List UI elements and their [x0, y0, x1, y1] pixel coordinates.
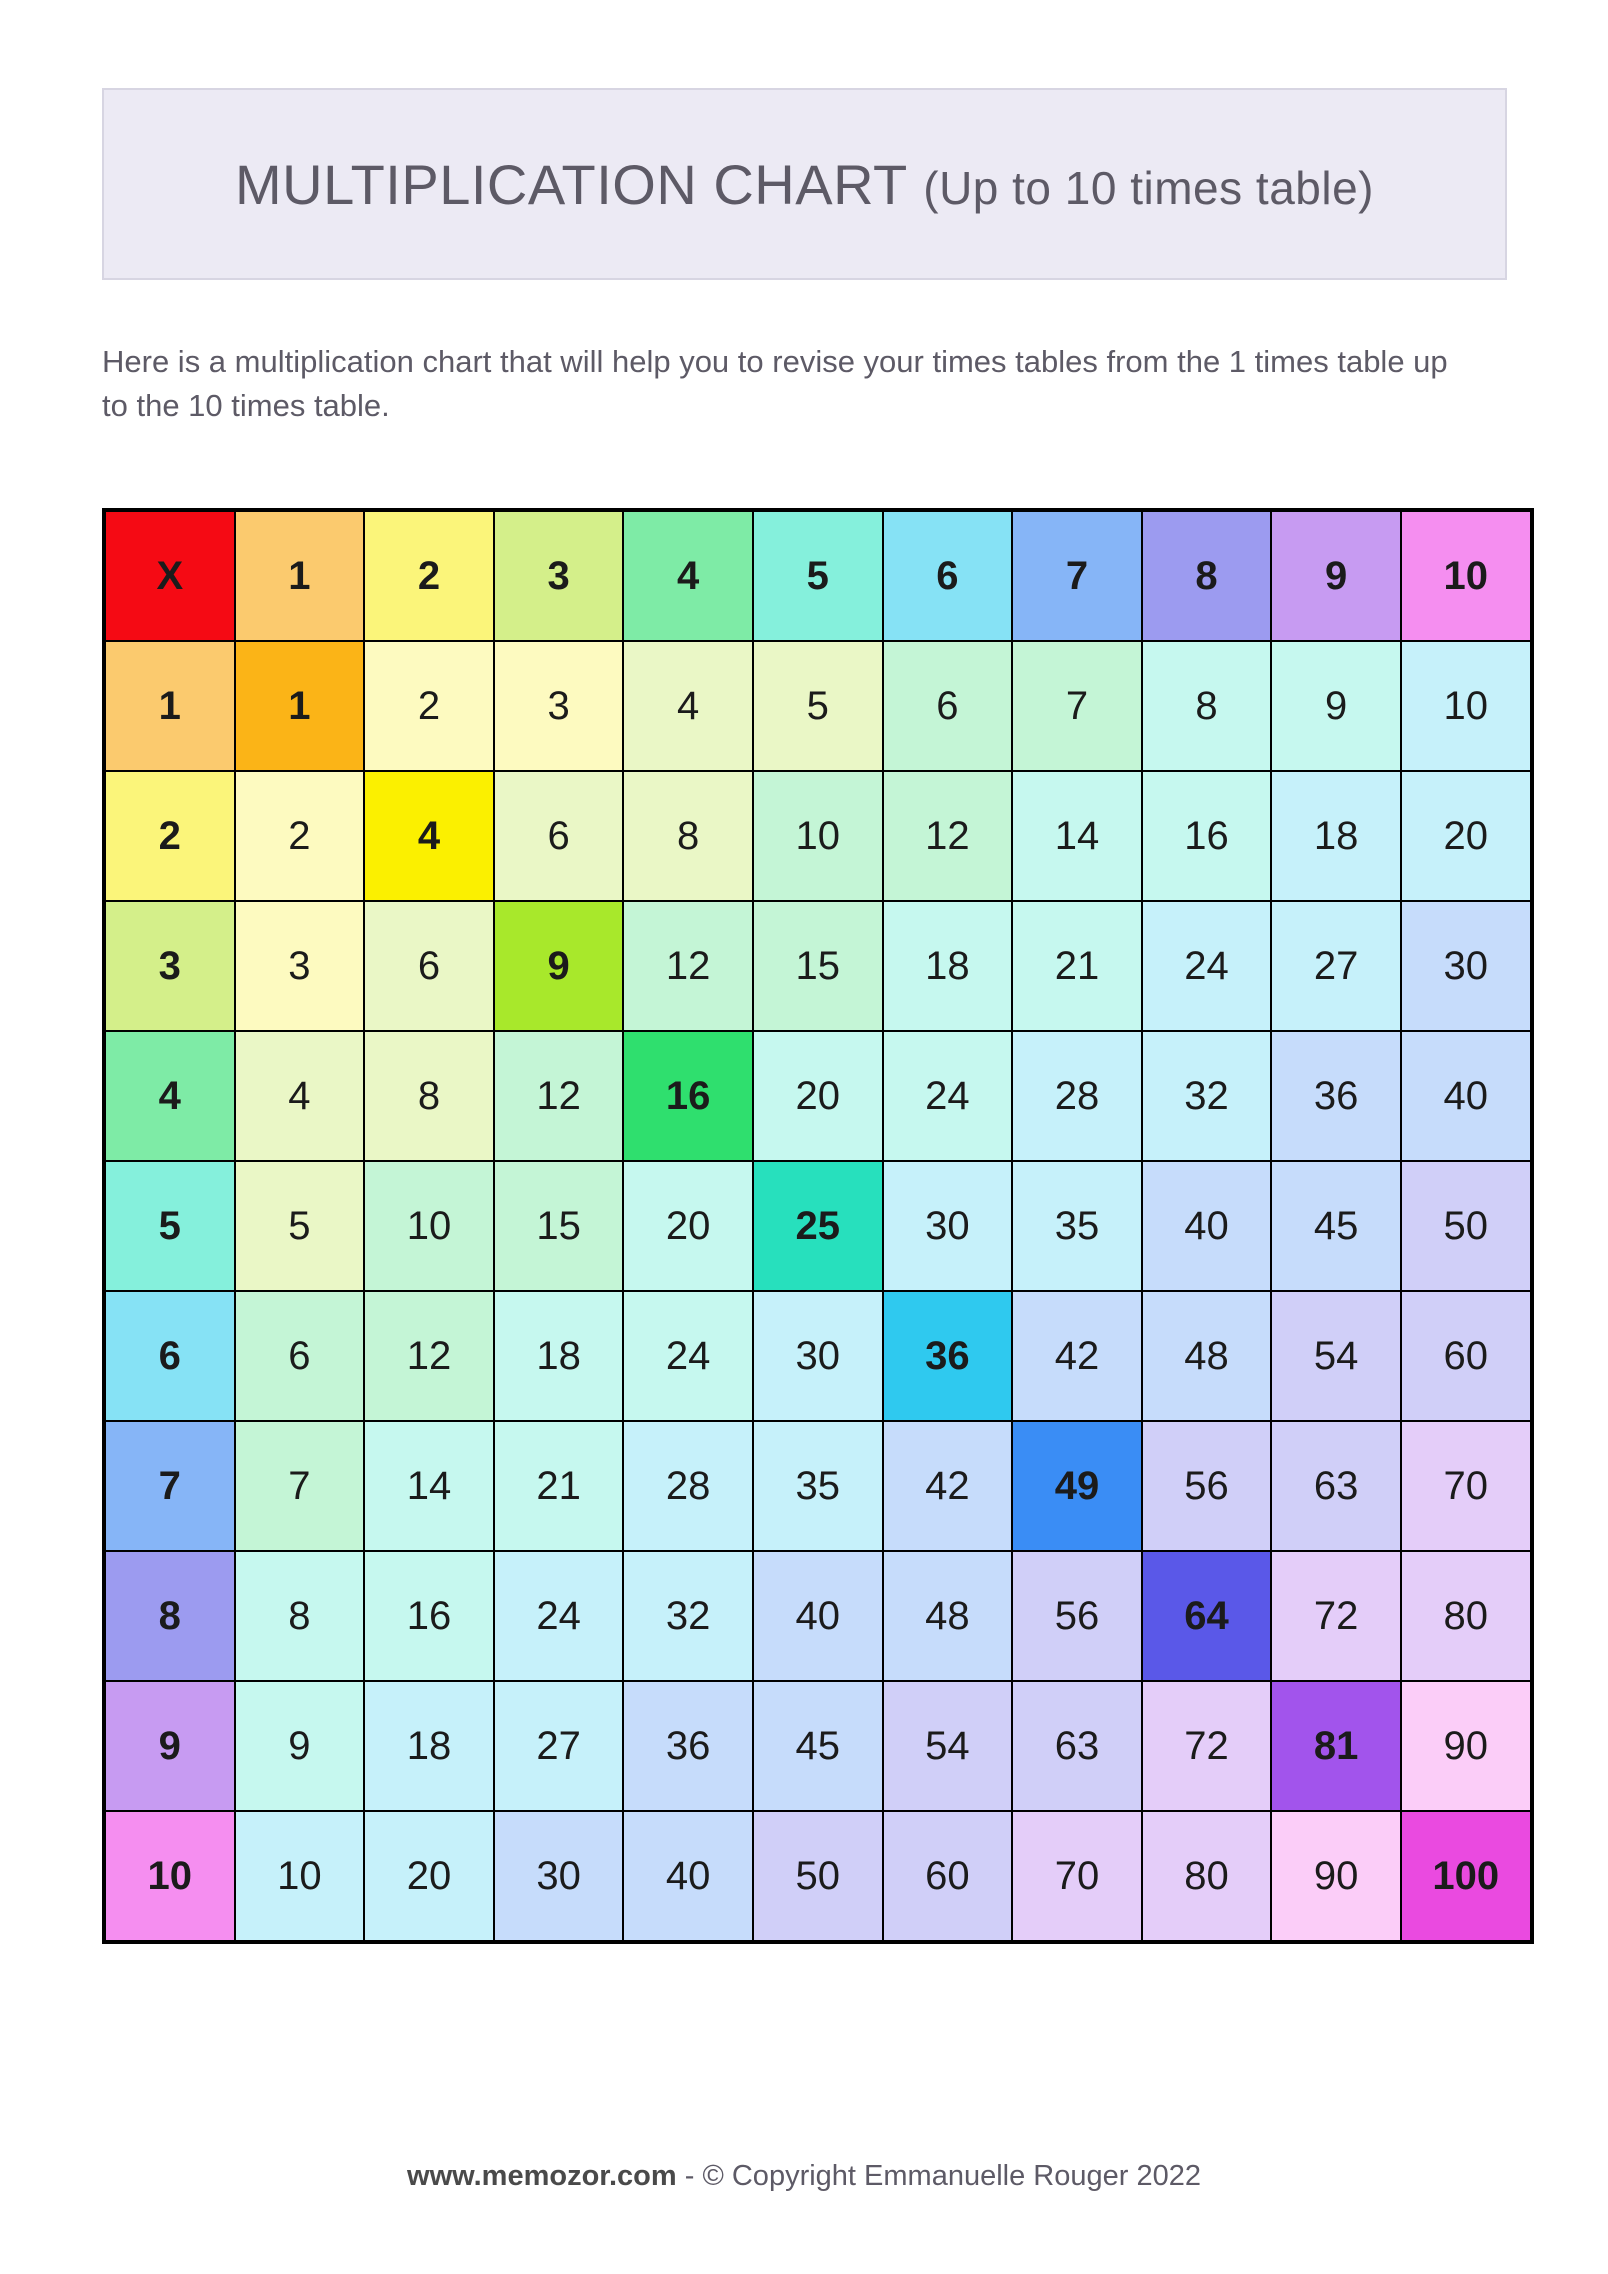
table-cell: 90 [1271, 1811, 1401, 1942]
table-cell: 48 [1142, 1291, 1272, 1421]
table-row [104, 1551, 1532, 1681]
table-cell: 8 [1142, 641, 1272, 771]
table-cell: 12 [883, 771, 1013, 901]
table-cell: 45 [753, 1681, 883, 1811]
table-cell: 50 [1401, 1161, 1532, 1291]
row-header-cell: 4 [104, 1031, 235, 1161]
table-corner-cell: X [104, 510, 235, 641]
table-row [104, 1031, 1532, 1161]
table-cell: 30 [883, 1161, 1013, 1291]
table-row [104, 641, 1532, 771]
table-cell-square: 100 [1401, 1811, 1532, 1942]
row-header-cell: 10 [104, 1811, 235, 1942]
table-cell: 45 [1271, 1161, 1401, 1291]
row-header-cell: 9 [104, 1681, 235, 1811]
footer-site[interactable]: www.memozor.com [407, 2160, 677, 2192]
row-header-cell: 2 [104, 771, 235, 901]
table-cell-square: 1 [235, 641, 365, 771]
table-cell: 24 [883, 1031, 1013, 1161]
table-row [104, 1811, 1532, 1942]
table-cell: 40 [1142, 1161, 1272, 1291]
table-cell: 8 [364, 1031, 494, 1161]
column-header-cell: 9 [1271, 510, 1401, 641]
table-cell: 50 [753, 1811, 883, 1942]
row-header-cell: 7 [104, 1421, 235, 1551]
table-cell: 32 [623, 1551, 753, 1681]
table-cell: 63 [1271, 1421, 1401, 1551]
table-row [104, 771, 1532, 901]
table-cell: 4 [235, 1031, 365, 1161]
table-cell-square: 4 [364, 771, 494, 901]
table-cell: 24 [494, 1551, 624, 1681]
table-cell: 12 [364, 1291, 494, 1421]
table-cell: 60 [1401, 1291, 1532, 1421]
table-cell: 30 [753, 1291, 883, 1421]
table-cell: 90 [1401, 1681, 1532, 1811]
row-header-cell: 8 [104, 1551, 235, 1681]
table-cell: 7 [1012, 641, 1142, 771]
table-cell: 30 [494, 1811, 624, 1942]
table-cell: 14 [364, 1421, 494, 1551]
row-header-cell: 5 [104, 1161, 235, 1291]
column-header-cell: 5 [753, 510, 883, 641]
title-subtitle: (Up to 10 times table) [923, 161, 1374, 214]
table-row [104, 1421, 1532, 1551]
table-cell: 60 [883, 1811, 1013, 1942]
table-cell: 36 [623, 1681, 753, 1811]
table-cell: 10 [364, 1161, 494, 1291]
table-cell: 24 [623, 1291, 753, 1421]
table-cell-square: 36 [883, 1291, 1013, 1421]
table-cell: 28 [623, 1421, 753, 1551]
table-cell: 10 [1401, 641, 1532, 771]
table-cell: 56 [1142, 1421, 1272, 1551]
multiplication-table [102, 508, 1534, 1944]
table-row [104, 1291, 1532, 1421]
table-cell: 72 [1142, 1681, 1272, 1811]
table-cell: 18 [883, 901, 1013, 1031]
table-cell: 56 [1012, 1551, 1142, 1681]
table-cell: 6 [494, 771, 624, 901]
table-cell: 2 [235, 771, 365, 901]
table-cell: 54 [883, 1681, 1013, 1811]
table-cell: 40 [753, 1551, 883, 1681]
table-cell: 8 [623, 771, 753, 901]
table-cell: 14 [1012, 771, 1142, 901]
table-cell: 20 [753, 1031, 883, 1161]
table-row [104, 1681, 1532, 1811]
table-cell: 35 [753, 1421, 883, 1551]
table-cell: 9 [235, 1681, 365, 1811]
table-cell-square: 49 [1012, 1421, 1142, 1551]
table-cell: 8 [235, 1551, 365, 1681]
column-header-cell: 7 [1012, 510, 1142, 641]
table-cell: 72 [1271, 1551, 1401, 1681]
table-cell: 24 [1142, 901, 1272, 1031]
table-cell: 3 [494, 641, 624, 771]
table-cell: 9 [1271, 641, 1401, 771]
row-header-cell: 6 [104, 1291, 235, 1421]
table-cell: 40 [623, 1811, 753, 1942]
table-cell: 16 [364, 1551, 494, 1681]
table-cell: 36 [1271, 1031, 1401, 1161]
title-banner [102, 88, 1507, 280]
table-cell: 6 [364, 901, 494, 1031]
table-header-row [104, 510, 1532, 641]
table-cell: 15 [494, 1161, 624, 1291]
table-cell: 7 [235, 1421, 365, 1551]
table-cell: 10 [753, 771, 883, 901]
table-cell: 35 [1012, 1161, 1142, 1291]
table-cell: 63 [1012, 1681, 1142, 1811]
table-cell: 6 [235, 1291, 365, 1421]
table-cell-square: 9 [494, 901, 624, 1031]
row-header-cell: 3 [104, 901, 235, 1031]
table-cell: 20 [364, 1811, 494, 1942]
table-cell-square: 81 [1271, 1681, 1401, 1811]
table-cell: 18 [494, 1291, 624, 1421]
table-cell: 18 [1271, 771, 1401, 901]
table-cell: 32 [1142, 1031, 1272, 1161]
table-row [104, 901, 1532, 1031]
title-main: MULTIPLICATION CHART [235, 152, 908, 216]
table-cell: 42 [1012, 1291, 1142, 1421]
column-header-cell: 4 [623, 510, 753, 641]
table-cell: 40 [1401, 1031, 1532, 1161]
table-row [104, 1161, 1532, 1291]
column-header-cell: 10 [1401, 510, 1532, 641]
footer [0, 2160, 1608, 2193]
intro-paragraph: Here is a multiplication chart that will help you to revise your times tables from the 1 times table up to the 10 times table. [102, 344, 1448, 424]
table-cell: 30 [1401, 901, 1532, 1031]
table-cell: 21 [494, 1421, 624, 1551]
table-cell: 15 [753, 901, 883, 1031]
table-cell: 18 [364, 1681, 494, 1811]
table-cell: 70 [1012, 1811, 1142, 1942]
table-cell: 80 [1401, 1551, 1532, 1681]
table-cell: 2 [364, 641, 494, 771]
table-cell: 21 [1012, 901, 1142, 1031]
footer-copyright: - © Copyright Emmanuelle Rouger 2022 [676, 2160, 1201, 2192]
table-cell-square: 16 [623, 1031, 753, 1161]
table-cell: 80 [1142, 1811, 1272, 1942]
table-cell: 54 [1271, 1291, 1401, 1421]
row-header-cell: 1 [104, 641, 235, 771]
table-cell-square: 25 [753, 1161, 883, 1291]
table-cell: 70 [1401, 1421, 1532, 1551]
table-cell-square: 64 [1142, 1551, 1272, 1681]
table-cell: 28 [1012, 1031, 1142, 1161]
table-cell: 10 [235, 1811, 365, 1942]
table-cell: 12 [623, 901, 753, 1031]
table-cell: 27 [494, 1681, 624, 1811]
table-cell: 5 [753, 641, 883, 771]
table-cell: 12 [494, 1031, 624, 1161]
table-cell: 27 [1271, 901, 1401, 1031]
column-header-cell: 6 [883, 510, 1013, 641]
table-cell: 20 [623, 1161, 753, 1291]
table-cell: 48 [883, 1551, 1013, 1681]
column-header-cell: 3 [494, 510, 624, 641]
table-cell: 6 [883, 641, 1013, 771]
table-cell: 5 [235, 1161, 365, 1291]
multiplication-table-wrapper [102, 508, 1506, 1944]
table-cell: 16 [1142, 771, 1272, 901]
table-cell: 3 [235, 901, 365, 1031]
table-cell: 4 [623, 641, 753, 771]
column-header-cell: 8 [1142, 510, 1272, 641]
table-cell: 20 [1401, 771, 1532, 901]
page-title [235, 152, 1374, 217]
column-header-cell: 2 [364, 510, 494, 641]
column-header-cell: 1 [235, 510, 365, 641]
table-cell: 42 [883, 1421, 1013, 1551]
